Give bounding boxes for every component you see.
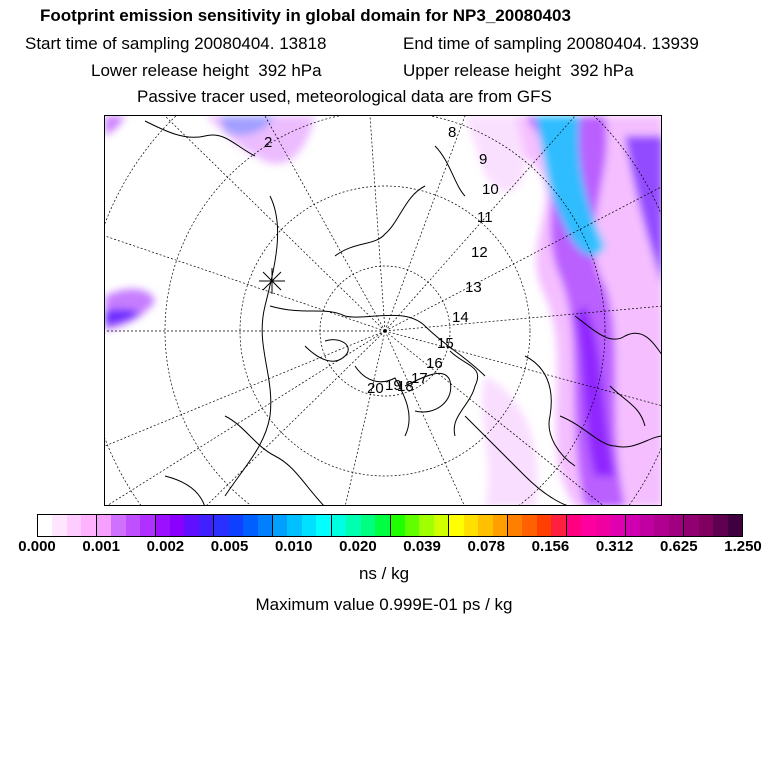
colorbar-swatch — [508, 515, 522, 536]
colorbar-swatch — [97, 515, 111, 536]
colorbar-swatch — [302, 515, 316, 536]
colorbar-swatch — [567, 515, 581, 536]
colorbar-swatch — [419, 515, 433, 536]
track-label: 8 — [448, 124, 457, 141]
colorbar-swatch — [81, 515, 96, 536]
track-label: 19 — [385, 377, 402, 394]
colorbar-swatch — [626, 515, 640, 536]
colorbar-tick-label: 0.005 — [210, 538, 249, 555]
colorbar-swatch — [287, 515, 301, 536]
colorbar-swatch — [156, 515, 170, 536]
colorbar-swatch — [229, 515, 243, 536]
plot-title: Footprint emission sensitivity in global domain for NP3_20080403 — [40, 6, 571, 25]
colorbar-swatch — [52, 515, 66, 536]
colorbar-swatch — [199, 515, 214, 536]
colorbar-swatch — [332, 515, 346, 536]
colorbar-swatch — [478, 515, 492, 536]
track-label: 9 — [479, 151, 488, 168]
track-label: 2 — [264, 134, 273, 151]
colorbar-swatch — [391, 515, 405, 536]
colorbar-swatch — [316, 515, 331, 536]
track-label: 11 — [477, 209, 493, 226]
maximum-value: Maximum value 0.999E-01 ps / kg — [255, 595, 513, 614]
track-label: 13 — [465, 279, 482, 296]
map-svg — [105, 116, 662, 506]
colorbar-swatch — [522, 515, 536, 536]
colorbar-swatch — [654, 515, 668, 536]
colorbar-tick-label: 0.312 — [595, 538, 634, 555]
colorbar-swatch — [640, 515, 654, 536]
colorbar-tick-label: 1.250 — [724, 538, 762, 555]
colorbar-swatch — [140, 515, 155, 536]
colorbar-swatch — [551, 515, 566, 536]
colorbar-swatch — [111, 515, 125, 536]
colorbar-swatch — [596, 515, 610, 536]
colorbar-swatch — [684, 515, 698, 536]
colorbar-swatch — [464, 515, 478, 536]
release-asterisk — [259, 268, 285, 294]
colorbar-tick-label: 0.010 — [274, 538, 313, 555]
colorbar-tick-label: 0.156 — [531, 538, 570, 555]
colorbar-swatch — [214, 515, 228, 536]
colorbar-swatch — [346, 515, 360, 536]
colorbar-tick-label: 0.625 — [660, 538, 698, 555]
colorbar-swatch — [375, 515, 390, 536]
colorbar-swatch — [258, 515, 273, 536]
colorbar-tick-label: 0.002 — [146, 538, 185, 555]
track-label: 18 — [397, 378, 414, 395]
track-label: 12 — [471, 244, 488, 261]
track-label: 14 — [452, 309, 469, 326]
colorbar-swatch — [67, 515, 81, 536]
colorbar-swatch — [170, 515, 184, 536]
track-label: 16 — [426, 355, 443, 372]
colorbar-swatch — [699, 515, 713, 536]
colorbar-swatch — [728, 515, 742, 536]
colorbar-swatch — [361, 515, 375, 536]
colorbar-swatch — [493, 515, 508, 536]
footprint-map — [104, 115, 662, 506]
track-label: 17 — [411, 370, 428, 387]
colorbar-swatch — [434, 515, 449, 536]
colorbar — [37, 514, 743, 537]
colorbar-swatch — [610, 515, 625, 536]
start-time: Start time of sampling 20080404. 13818 — [25, 34, 327, 53]
track-label: 10 — [482, 181, 499, 198]
colorbar-tick-label: 0.078 — [467, 538, 506, 555]
tracer-note: Passive tracer used, meteorological data are from GFS — [137, 87, 552, 106]
colorbar-tick-label: 0.001 — [82, 538, 120, 555]
track-label: 15 — [437, 335, 454, 352]
colorbar-swatch — [537, 515, 551, 536]
colorbar-swatch — [126, 515, 140, 536]
colorbar-tick-label: 0.000 — [18, 538, 56, 555]
colorbar-swatch — [184, 515, 198, 536]
colorbar-swatch — [38, 515, 52, 536]
lower-release-height: Lower release height 392 hPa — [91, 61, 322, 80]
colorbar-tick-label: 0.020 — [339, 538, 377, 555]
colorbar-swatch — [273, 515, 287, 536]
colorbar-swatch — [449, 515, 463, 536]
colorbar-swatch — [713, 515, 727, 536]
colorbar-swatch — [405, 515, 419, 536]
track-labels — [264, 124, 499, 397]
colorbar-swatch — [581, 515, 595, 536]
track-label: 20 — [367, 380, 384, 397]
colorbar-swatch — [669, 515, 684, 536]
colorbar-swatch — [243, 515, 257, 536]
colorbar-tick-label: 0.039 — [403, 538, 441, 555]
end-time: End time of sampling 20080404. 13939 — [403, 34, 699, 53]
upper-release-height: Upper release height 392 hPa — [403, 61, 634, 80]
colorbar-unit: ns / kg — [358, 564, 410, 583]
